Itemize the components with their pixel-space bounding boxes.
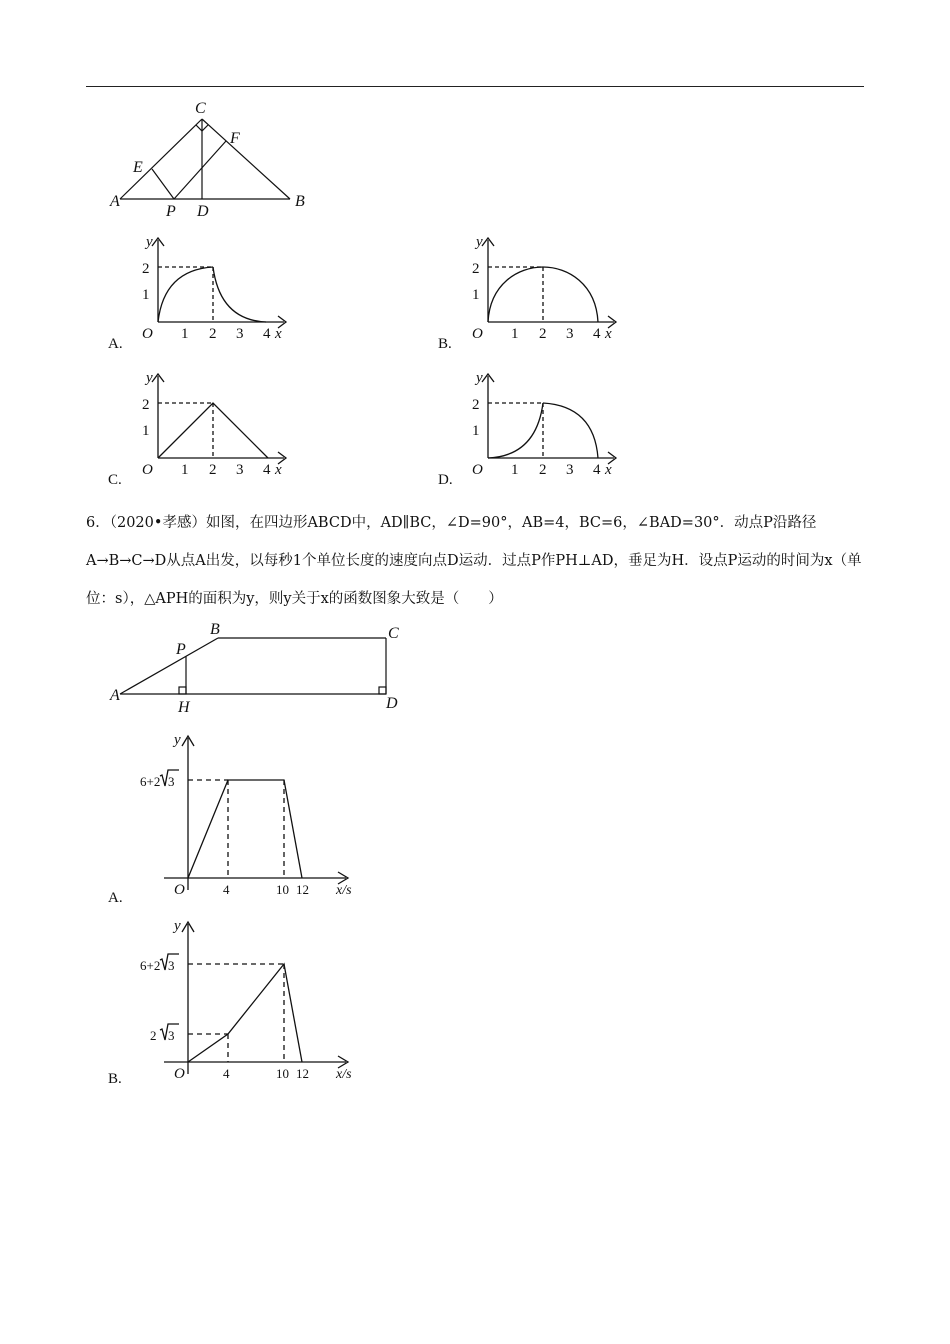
tick-y-2: 2 [142, 397, 150, 413]
tick-x-4: 4 [263, 326, 271, 342]
label-f: F [230, 130, 240, 147]
tick-x-4: 4 [593, 326, 601, 342]
radical-3: 3 [168, 774, 175, 789]
tick-x-12: 12 [296, 882, 309, 897]
tick-x-4: 4 [223, 1066, 230, 1081]
question-6 [86, 504, 866, 618]
q5-graph-d [466, 370, 626, 480]
tick-x-10: 10 [276, 1066, 289, 1081]
tick-x-2: 2 [209, 462, 217, 478]
tick-x-3: 3 [236, 326, 244, 342]
origin: O [142, 462, 153, 478]
tick-x-12: 12 [296, 1066, 309, 1081]
tick-y-1: 1 [472, 423, 480, 439]
tick-y-1: 1 [142, 287, 150, 303]
origin: O [142, 326, 153, 342]
axis-y: y [174, 732, 181, 748]
label-a: A [110, 193, 120, 210]
origin: O [472, 462, 483, 478]
axis-x-unit: x/s [336, 1067, 352, 1082]
origin: O [174, 1066, 185, 1082]
label-b: B [210, 621, 220, 638]
tick-x-3: 3 [236, 462, 244, 478]
q5-graph-b [466, 234, 626, 344]
label-p: P [176, 641, 186, 658]
axis-y: y [174, 918, 181, 934]
tick-x-3: 3 [566, 462, 574, 478]
tick-x-1: 1 [181, 326, 189, 342]
axis-y: y [146, 370, 153, 386]
tick-y-low: 2 [150, 1028, 157, 1043]
q5-graph-a [136, 234, 296, 344]
tick-y-2: 2 [472, 261, 480, 277]
tick-y-2: 2 [142, 261, 150, 277]
tick-y-2: 2 [472, 397, 480, 413]
tick-x-1: 1 [511, 462, 519, 478]
tick-x-1: 1 [181, 462, 189, 478]
q6-graph-a [136, 730, 376, 900]
axis-x-unit: x/s [336, 883, 352, 898]
axis-x: x [605, 462, 612, 478]
axis-x: x [275, 326, 282, 342]
origin: O [174, 882, 185, 898]
tick-x-4: 4 [263, 462, 271, 478]
header-rule [86, 86, 864, 87]
label-b: B [295, 193, 305, 210]
tick-x-3: 3 [566, 326, 574, 342]
axis-x: x [275, 462, 282, 478]
axis-y: y [146, 234, 153, 250]
q5-option-a-label: A. [108, 336, 123, 352]
label-p: P [166, 203, 176, 220]
tick-x-10: 10 [276, 882, 289, 897]
q5-option-b-label: B. [438, 336, 452, 352]
tick-x-1: 1 [511, 326, 519, 342]
q5-option-c-label: C. [108, 472, 122, 488]
tick-x-4: 4 [223, 882, 230, 897]
label-a: A [110, 687, 120, 704]
radical-3: 3 [168, 1028, 175, 1043]
question-number: 6． [86, 515, 110, 531]
tick-y-top: 6+2 [140, 774, 161, 789]
label-h: H [178, 699, 190, 716]
label-e: E [133, 159, 143, 176]
label-c: C [195, 100, 206, 117]
tick-y-1: 1 [472, 287, 480, 303]
tick-x-4: 4 [593, 462, 601, 478]
tick-y-top: 6+2 [140, 958, 161, 973]
triangle-figure [100, 96, 330, 226]
question-source: （2020•孝感） [109, 515, 206, 531]
label-d: D [386, 695, 398, 712]
axis-y: y [476, 234, 483, 250]
tick-x-2: 2 [539, 462, 547, 478]
tick-y-1: 1 [142, 423, 150, 439]
tick-x-2: 2 [539, 326, 547, 342]
label-c: C [388, 625, 399, 642]
axis-y: y [476, 370, 483, 386]
q6-graph-b [136, 916, 376, 1086]
q6-option-a-label: A. [108, 890, 123, 906]
quadrilateral-figure [100, 618, 420, 718]
q5-option-d-label: D. [438, 472, 453, 488]
label-d: D [197, 203, 209, 220]
question-text: 如图，在四边形ABCD中，AD∥BC，∠D=90°，AB=4，BC=6，∠BAD=30°．动点P沿路径A→B→C→D从点A出发，以每秒1个单位长度的速度向点D运动．过点P作PH⊥AD，垂足为H．设点P运动的时间为x（单位：s），△APH的面积为y，则y关于x的函数图象大致是（ ） [86, 515, 862, 607]
radical-3: 3 [168, 958, 175, 973]
origin: O [472, 326, 483, 342]
tick-x-2: 2 [209, 326, 217, 342]
q6-option-b-label: B. [108, 1071, 122, 1087]
axis-x: x [605, 326, 612, 342]
q5-graph-c [136, 370, 296, 480]
